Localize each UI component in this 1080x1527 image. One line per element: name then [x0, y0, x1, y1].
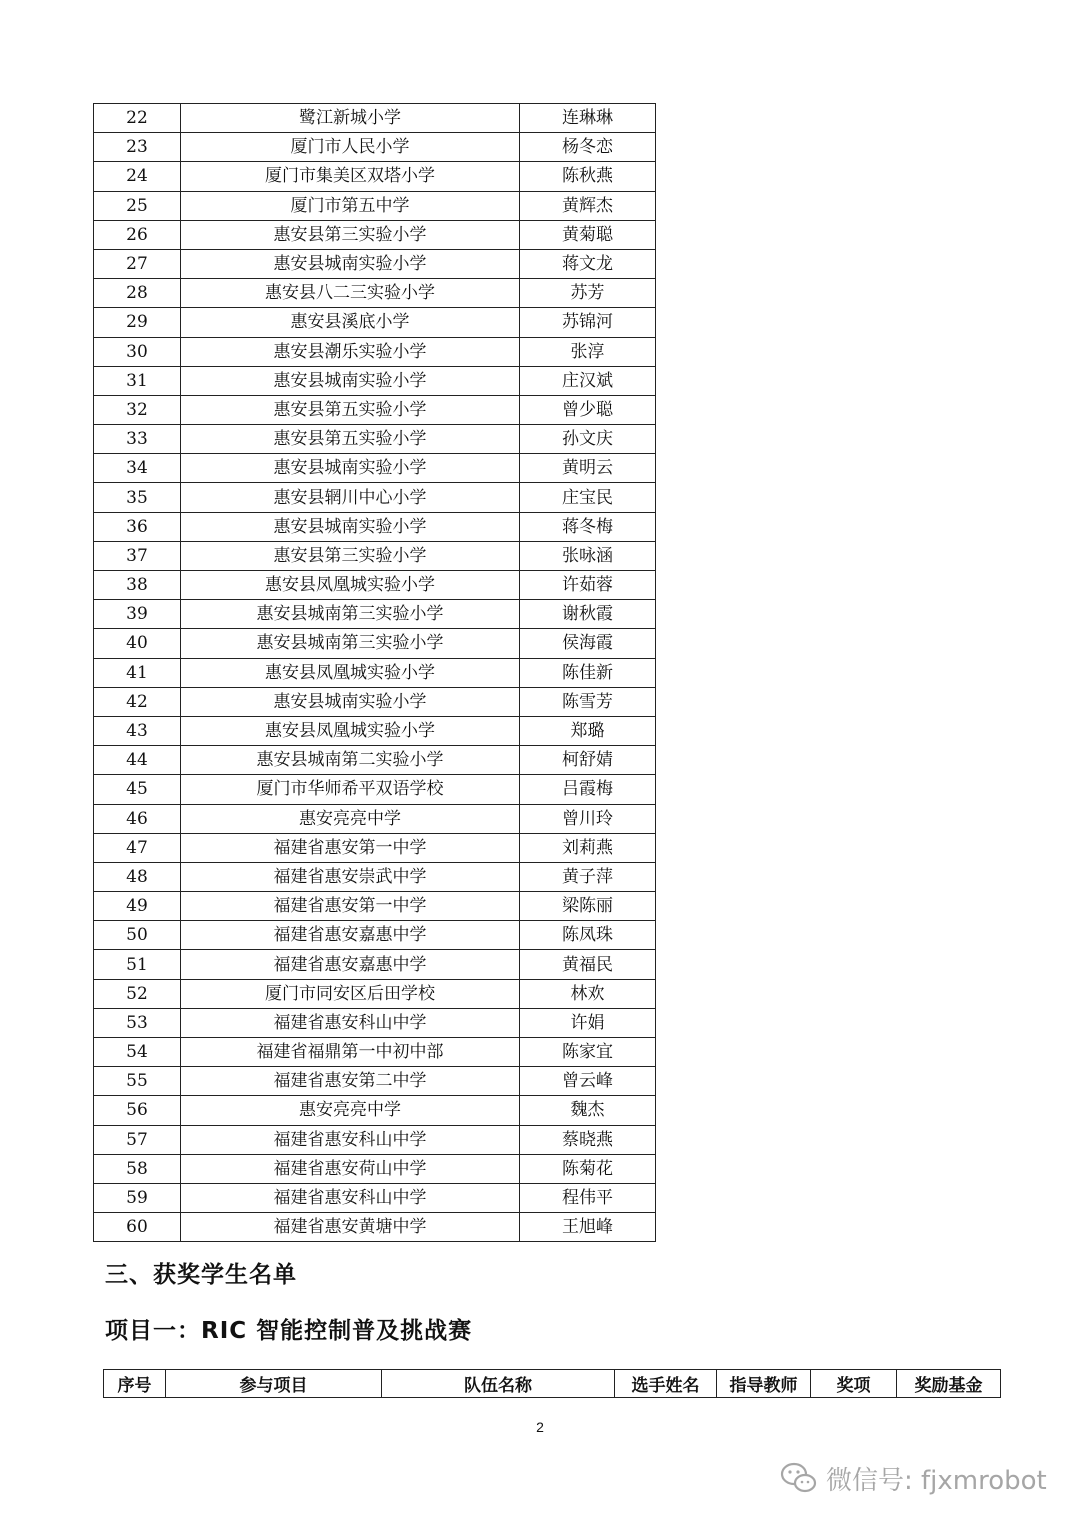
- table-row: [94, 687, 656, 716]
- row-number: 34: [94, 454, 181, 483]
- table-row: [94, 133, 656, 162]
- teacher-name: 陈雪芳: [520, 687, 656, 716]
- school-name: 惠安县第五实验小学: [181, 395, 520, 424]
- row-number: 59: [94, 1183, 181, 1212]
- table-row: [94, 483, 656, 512]
- header-teacher: 指导教师: [717, 1370, 811, 1398]
- school-name: 惠安县城南实验小学: [181, 366, 520, 395]
- header-award: 奖项: [811, 1370, 897, 1398]
- teacher-name: 王旭峰: [520, 1213, 656, 1242]
- school-name: 惠安县城南实验小学: [181, 249, 520, 278]
- row-number: 30: [94, 337, 181, 366]
- teacher-name: 陈家宜: [520, 1038, 656, 1067]
- school-name: 惠安县八二三实验小学: [181, 279, 520, 308]
- table-row: [94, 833, 656, 862]
- school-name: 福建省惠安第一中学: [181, 833, 520, 862]
- teacher-name: 陈凤珠: [520, 921, 656, 950]
- table-row: [94, 454, 656, 483]
- school-name: 厦门市华师希平双语学校: [181, 775, 520, 804]
- teacher-name: 蒋冬梅: [520, 512, 656, 541]
- teacher-name: 曾云峰: [520, 1067, 656, 1096]
- teacher-name: 张咏涵: [520, 541, 656, 570]
- header-project: 参与项目: [166, 1370, 382, 1398]
- school-name: 福建省惠安科山中学: [181, 1008, 520, 1037]
- table-row: [94, 716, 656, 745]
- table-row: [94, 1183, 656, 1212]
- school-name: 惠安县第五实验小学: [181, 425, 520, 454]
- row-number: 58: [94, 1154, 181, 1183]
- teacher-name: 许茹蓉: [520, 571, 656, 600]
- teacher-name: 刘莉燕: [520, 833, 656, 862]
- teacher-name: 程伟平: [520, 1183, 656, 1212]
- row-number: 33: [94, 425, 181, 454]
- row-number: 45: [94, 775, 181, 804]
- row-number: 42: [94, 687, 181, 716]
- row-number: 22: [94, 104, 181, 133]
- teacher-name: 魏杰: [520, 1096, 656, 1125]
- school-name: 福建省惠安崇武中学: [181, 862, 520, 891]
- school-name: 惠安县第三实验小学: [181, 220, 520, 249]
- row-number: 35: [94, 483, 181, 512]
- teacher-name: 陈秋燕: [520, 162, 656, 191]
- table-row: [94, 425, 656, 454]
- row-number: 52: [94, 979, 181, 1008]
- row-number: 57: [94, 1125, 181, 1154]
- school-name: 惠安县凤凰城实验小学: [181, 571, 520, 600]
- school-name: 福建省惠安科山中学: [181, 1125, 520, 1154]
- row-number: 55: [94, 1067, 181, 1096]
- school-name: 惠安县城南第三实验小学: [181, 629, 520, 658]
- table-row: [94, 279, 656, 308]
- row-number: 24: [94, 162, 181, 191]
- table-row: [94, 629, 656, 658]
- teacher-name: 黄菊聪: [520, 220, 656, 249]
- header-fund: 奖励基金: [897, 1370, 1001, 1398]
- school-name: 鹭江新城小学: [181, 104, 520, 133]
- school-name: 惠安县辋川中心小学: [181, 483, 520, 512]
- page-number: 2: [536, 1419, 544, 1435]
- table-row: [94, 1038, 656, 1067]
- teacher-name: 陈菊花: [520, 1154, 656, 1183]
- table-row: [94, 1008, 656, 1037]
- teacher-name: 杨冬恋: [520, 133, 656, 162]
- school-name: 厦门市第五中学: [181, 191, 520, 220]
- row-number: 29: [94, 308, 181, 337]
- school-name: 福建省福鼎第一中初中部: [181, 1038, 520, 1067]
- teacher-name: 陈佳新: [520, 658, 656, 687]
- table-row: [94, 804, 656, 833]
- table-row: [94, 746, 656, 775]
- row-number: 54: [94, 1038, 181, 1067]
- school-name: 惠安县凤凰城实验小学: [181, 658, 520, 687]
- table-row: [94, 104, 656, 133]
- teacher-name: 蔡晓燕: [520, 1125, 656, 1154]
- table-row: [94, 658, 656, 687]
- school-name: 福建省惠安第一中学: [181, 892, 520, 921]
- table-row: [94, 1096, 656, 1125]
- watermark-text: 微信号: fjxmrobot: [826, 1465, 1047, 1496]
- teacher-name: 孙文庆: [520, 425, 656, 454]
- teacher-name: 柯舒婧: [520, 746, 656, 775]
- table-row: [94, 1154, 656, 1183]
- row-number: 39: [94, 600, 181, 629]
- teacher-name: 许娟: [520, 1008, 656, 1037]
- school-name: 厦门市人民小学: [181, 133, 520, 162]
- school-name: 惠安县城南实验小学: [181, 512, 520, 541]
- header-player: 选手姓名: [615, 1370, 717, 1398]
- school-name: 惠安县凤凰城实验小学: [181, 716, 520, 745]
- teacher-name: 蒋文龙: [520, 249, 656, 278]
- row-number: 43: [94, 716, 181, 745]
- teacher-name: 连琳琳: [520, 104, 656, 133]
- row-number: 46: [94, 804, 181, 833]
- section-title: 三、获奖学生名单: [105, 1262, 297, 1288]
- award-table-header-row: [104, 1370, 1001, 1398]
- header-no: 序号: [104, 1370, 166, 1398]
- table-row: [94, 191, 656, 220]
- school-name: 惠安亮亮中学: [181, 804, 520, 833]
- row-number: 28: [94, 279, 181, 308]
- row-number: 51: [94, 950, 181, 979]
- school-name: 惠安县潮乐实验小学: [181, 337, 520, 366]
- teacher-name: 梁陈丽: [520, 892, 656, 921]
- table-row: [94, 162, 656, 191]
- row-number: 48: [94, 862, 181, 891]
- table-row: [94, 366, 656, 395]
- table-row: [94, 921, 656, 950]
- school-name: 惠安亮亮中学: [181, 1096, 520, 1125]
- row-number: 37: [94, 541, 181, 570]
- school-name: 福建省惠安科山中学: [181, 1183, 520, 1212]
- table-row: [94, 979, 656, 1008]
- wechat-icon: [780, 1461, 818, 1495]
- school-name: 福建省惠安嘉惠中学: [181, 950, 520, 979]
- teacher-name: 黄子萍: [520, 862, 656, 891]
- school-name: 福建省惠安荷山中学: [181, 1154, 520, 1183]
- row-number: 47: [94, 833, 181, 862]
- row-number: 23: [94, 133, 181, 162]
- school-name: 福建省惠安黄塘中学: [181, 1213, 520, 1242]
- award-table: [103, 1369, 1001, 1398]
- teacher-table-body: [94, 104, 656, 1242]
- school-name: 惠安县城南实验小学: [181, 454, 520, 483]
- school-name: 惠安县第三实验小学: [181, 541, 520, 570]
- table-row: [94, 1067, 656, 1096]
- table-row: [94, 862, 656, 891]
- table-row: [94, 571, 656, 600]
- table-row: [94, 395, 656, 424]
- teacher-name: 林欢: [520, 979, 656, 1008]
- table-row: [94, 308, 656, 337]
- school-name: 厦门市集美区双塔小学: [181, 162, 520, 191]
- row-number: 56: [94, 1096, 181, 1125]
- table-row: [94, 600, 656, 629]
- table-row: [94, 950, 656, 979]
- table-row: [94, 512, 656, 541]
- school-name: 惠安县城南第二实验小学: [181, 746, 520, 775]
- row-number: 25: [94, 191, 181, 220]
- row-number: 40: [94, 629, 181, 658]
- teacher-name: 张淳: [520, 337, 656, 366]
- school-name: 厦门市同安区后田学校: [181, 979, 520, 1008]
- school-name: 惠安县城南第三实验小学: [181, 600, 520, 629]
- teacher-name: 黄辉杰: [520, 191, 656, 220]
- table-row: [94, 541, 656, 570]
- table-row: [94, 892, 656, 921]
- row-number: 36: [94, 512, 181, 541]
- row-number: 49: [94, 892, 181, 921]
- teacher-name: 侯海霞: [520, 629, 656, 658]
- row-number: 60: [94, 1213, 181, 1242]
- table-row: [94, 1213, 656, 1242]
- teacher-name: 谢秋霞: [520, 600, 656, 629]
- header-team: 队伍名称: [382, 1370, 615, 1398]
- teacher-name: 吕霞梅: [520, 775, 656, 804]
- teacher-name: 苏锦河: [520, 308, 656, 337]
- school-name: 惠安县溪底小学: [181, 308, 520, 337]
- table-row: [94, 337, 656, 366]
- teacher-name: 庄汉斌: [520, 366, 656, 395]
- teacher-name: 曾川玲: [520, 804, 656, 833]
- table-row: [94, 1125, 656, 1154]
- row-number: 32: [94, 395, 181, 424]
- table-row: [94, 220, 656, 249]
- watermark: [780, 1458, 1047, 1498]
- teacher-name: 庄宝民: [520, 483, 656, 512]
- row-number: 31: [94, 366, 181, 395]
- table-row: [94, 775, 656, 804]
- teacher-name: 黄明云: [520, 454, 656, 483]
- school-name: 福建省惠安第二中学: [181, 1067, 520, 1096]
- row-number: 27: [94, 249, 181, 278]
- row-number: 44: [94, 746, 181, 775]
- teacher-name: 郑璐: [520, 716, 656, 745]
- table-row: [94, 249, 656, 278]
- row-number: 38: [94, 571, 181, 600]
- project-title: 项目一：RIC 智能控制普及挑战赛: [105, 1318, 473, 1344]
- teacher-name: 曾少聪: [520, 395, 656, 424]
- row-number: 50: [94, 921, 181, 950]
- teacher-table: [93, 103, 656, 1242]
- row-number: 41: [94, 658, 181, 687]
- school-name: 福建省惠安嘉惠中学: [181, 921, 520, 950]
- teacher-name: 苏芳: [520, 279, 656, 308]
- school-name: 惠安县城南实验小学: [181, 687, 520, 716]
- teacher-name: 黄福民: [520, 950, 656, 979]
- row-number: 26: [94, 220, 181, 249]
- row-number: 53: [94, 1008, 181, 1037]
